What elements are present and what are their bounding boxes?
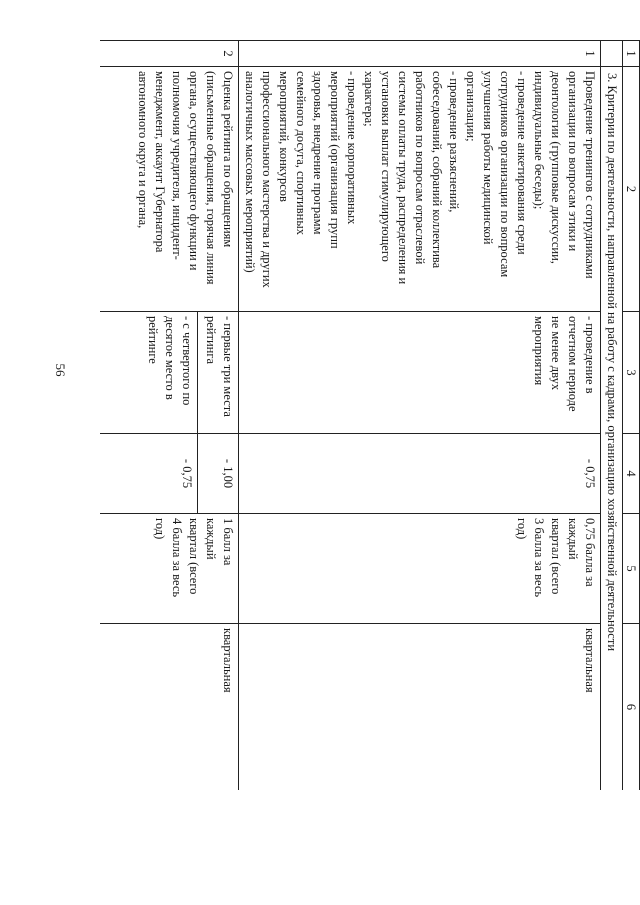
text-line: собеседований, собраний коллектива [430, 71, 444, 269]
text-line: год) [515, 518, 529, 540]
row-number: 1 [239, 41, 601, 67]
condition-sub-1 [197, 312, 238, 433]
text-line: квартал (всего [187, 518, 201, 595]
text-line: полномочия учредителя, инцидент- [170, 71, 184, 260]
header-cell: 4 [623, 434, 640, 514]
text-line: (письменные обращения, горячая линия [204, 71, 218, 285]
row-number: 2 [100, 41, 239, 67]
text-line: рейтинге [146, 316, 160, 364]
text-line: работников по вопросам отраслевой [413, 71, 427, 265]
document-page [100, 40, 640, 790]
text-line: - проведение в [583, 316, 597, 394]
text-line: менеджмент, аккаунт Губернатора [153, 71, 167, 253]
condition-cell [239, 312, 601, 434]
text-line: квартал (всего [549, 518, 563, 595]
score-cell [100, 434, 239, 514]
text-line: мероприятий, конкурсов [277, 71, 291, 202]
text-line: мероприятий (организация групп [328, 71, 342, 249]
text-line: деонтологии (групповые дискуссии, [549, 71, 563, 264]
text-line: 1 балл за [221, 518, 235, 566]
header-cell: 5 [623, 514, 640, 624]
periodicity-cell: квартальная [100, 624, 239, 791]
text-line: сотрудников организации по вопросам [498, 71, 512, 278]
page-number: 56 [53, 363, 68, 377]
text-line: 0,75 балла за [583, 518, 597, 587]
table-row [100, 41, 239, 791]
text-line: - первые три места [221, 316, 235, 417]
text-line: - проведение анкетирования среди [515, 71, 529, 255]
text-line: каждый [566, 518, 580, 560]
section-title: 3. Критерии по деятельности, направленной на работу с кадрами, организацию хозяйственной деятельности [601, 67, 623, 791]
text-line: 4 балла за весь [170, 518, 184, 598]
text-line: - проведение корпоративных [345, 71, 359, 225]
text-line: год) [153, 518, 167, 540]
table-header-row [623, 41, 640, 791]
header-cell: 6 [623, 624, 640, 791]
score-cell: - 0,75 [239, 434, 601, 514]
score-sub-1: - 1,00 [197, 434, 238, 513]
text-line: системы оплаты труда, распределения и [396, 71, 410, 285]
header-cell: 1 [623, 41, 640, 67]
criterion-description [239, 67, 601, 312]
max-score-cell [100, 514, 239, 624]
text-line: - с четвертого по [180, 316, 194, 406]
criteria-table [100, 40, 640, 790]
text-line: организации по вопросам этики и [566, 71, 580, 252]
text-line: характера; [362, 71, 376, 127]
header-cell: 3 [623, 312, 640, 434]
score-sub-2: - 0,75 [180, 458, 194, 489]
text-line: 3 балла за весь [532, 518, 546, 598]
table-row [239, 41, 601, 791]
criterion-description [100, 67, 239, 312]
text-line: улучшения работы медицинской [481, 71, 495, 245]
header-cell: 2 [623, 67, 640, 312]
text-line: десятое место в [163, 316, 177, 400]
text-line: каждый [204, 518, 218, 560]
condition-sub-2 [142, 312, 197, 433]
text-line: организации; [464, 71, 478, 142]
text-line: индивидуальные беседы); [532, 71, 546, 210]
text-line: - проведение разъяснений, [447, 71, 461, 213]
text-line: семейного досуга, спортивных [294, 71, 308, 235]
text-line: Оценка рейтинга по обращениям [221, 71, 235, 248]
condition-cell [100, 312, 239, 434]
text-line: профессионального мастерства и других [260, 71, 274, 288]
periodicity-cell: квартальная [239, 624, 601, 791]
text-line: установки выплат стимулирующего [379, 71, 393, 262]
text-line: не менее двух [549, 316, 563, 391]
text-line: здоровья, внедрение программ [311, 71, 325, 235]
rotated-table-container [100, 40, 640, 790]
text-line: мероприятия [532, 316, 546, 386]
text-line: Проведение тренингов с сотрудниками [583, 71, 597, 279]
section-row [601, 41, 623, 791]
text-line: отчетном периоде [566, 316, 580, 412]
max-score-cell [239, 514, 601, 624]
text-line: аналогичных массовых мероприятий) [243, 71, 257, 273]
text-line: автономного округа и органа, [136, 71, 150, 229]
text-line: органа, осуществляющего функции и [187, 71, 201, 271]
text-line: рейтинга [204, 316, 218, 365]
